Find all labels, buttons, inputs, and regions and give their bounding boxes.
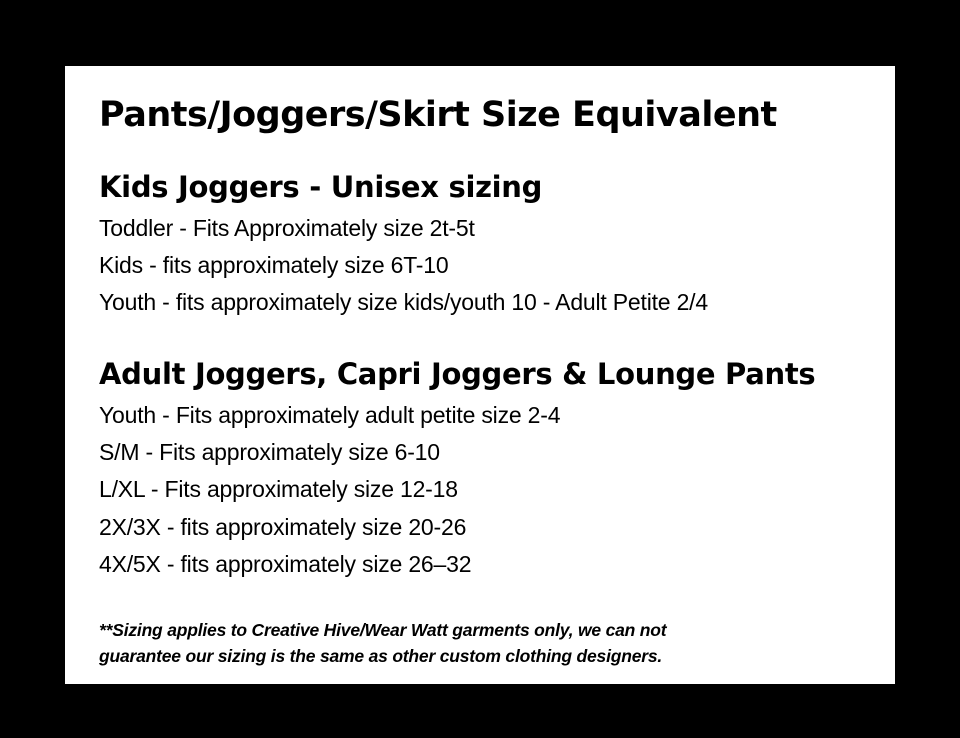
footnote-line-2: guarantee our sizing is the same as other custom clothing designers.	[99, 646, 663, 667]
size-line-adult-youth: Youth - Fits approximately adult petite size 2-4	[99, 401, 561, 428]
section-kids-joggers	[99, 171, 859, 322]
size-line-lxl: L/XL - Fits approximately size 12-18	[99, 476, 458, 503]
footnote-line-1: **Sizing applies to Creative Hive/Wear Watt garments only, we can not	[99, 620, 667, 641]
size-line-toddler: Toddler - Fits Approximately size 2t-5t	[99, 214, 475, 241]
page-title: Pants/Joggers/Skirt Size Equivalent	[99, 95, 777, 135]
section-heading-adult: Adult Joggers, Capri Joggers & Lounge Pants	[99, 356, 816, 391]
section-adult-joggers	[99, 358, 859, 584]
size-line-youth: Youth - fits approximately size kids/youth 10 - Adult Petite 2/4	[99, 289, 708, 316]
size-line-2x3x: 2X/3X - fits approximately size 20-26	[99, 513, 467, 540]
size-line-sm: S/M - Fits approximately size 6-10	[99, 439, 440, 466]
footnote	[99, 617, 859, 670]
size-chart-card	[65, 66, 895, 684]
card-content	[65, 66, 895, 670]
section-heading-kids: Kids Joggers - Unisex sizing	[99, 169, 543, 204]
size-line-kids: Kids - fits approximately size 6T-10	[99, 252, 449, 279]
size-line-4x5x: 4X/5X - fits approximately size 26–32	[99, 550, 472, 577]
